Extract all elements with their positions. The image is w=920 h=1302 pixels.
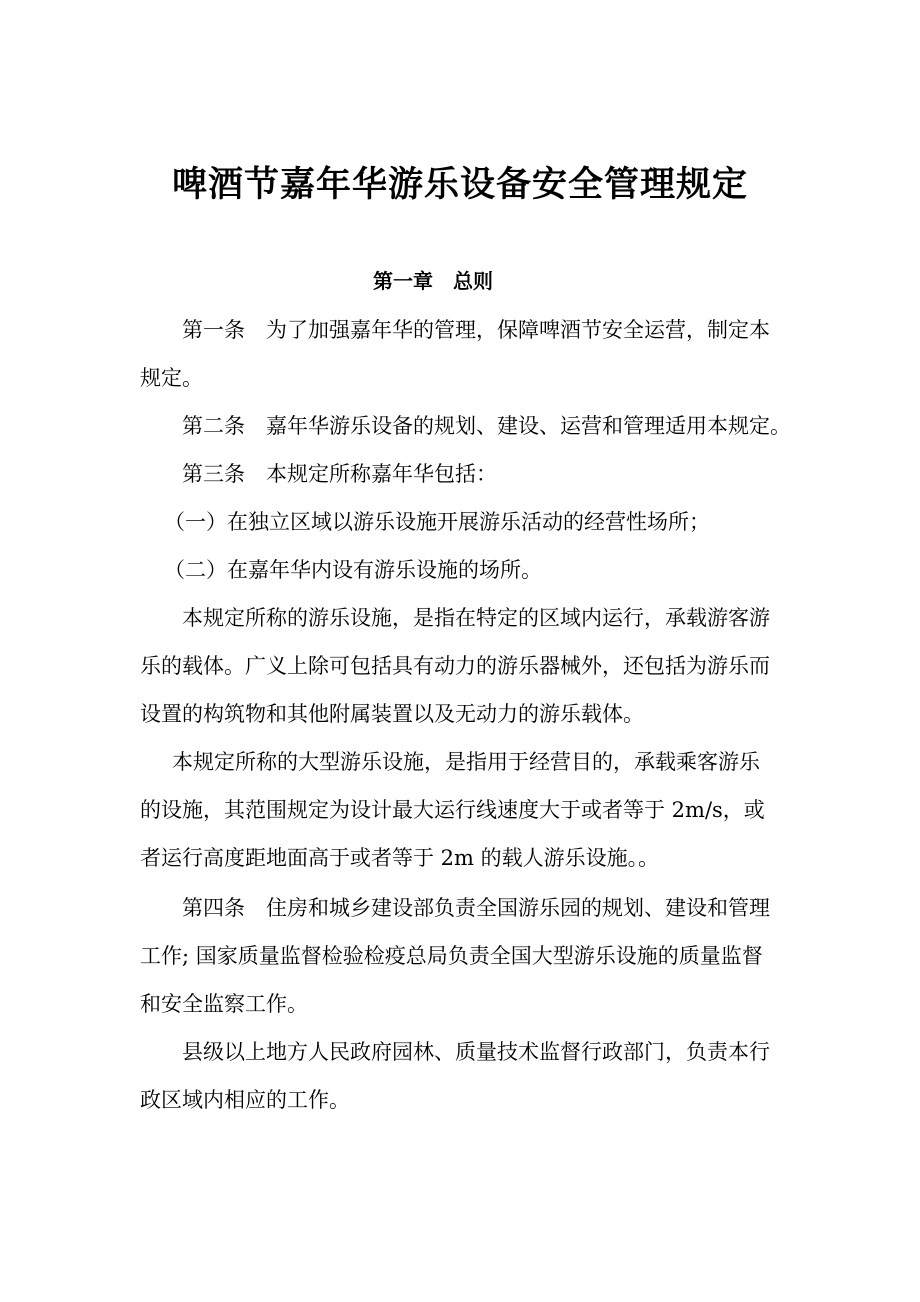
document-title: 啤酒节嘉年华游乐设备安全管理规定 <box>171 164 748 205</box>
local-authority-line-2: 政区域内相应的工作。 <box>140 1088 350 1112</box>
article-2-line-1: 第二条 嘉年华游乐设备的规划、建设、运营和管理适用本规定。 <box>182 414 791 438</box>
article-4-line-3: 和安全监察工作。 <box>140 992 308 1016</box>
large-facilities-def-line-2: 的设施，其范围规定为设计最大运行线速度大于或者等于 2m/s，或 <box>140 798 765 822</box>
article-3-line-1: 第三条 本规定所称嘉年华包括： <box>182 462 497 486</box>
article-3-item-1: （一）在独立区域以游乐设施开展游乐活动的经营性场所； <box>164 510 710 534</box>
facilities-def-line-2: 乐的载体。广义上除可包括具有动力的游乐器械外，还包括为游乐而 <box>140 654 770 678</box>
article-4-line-2: 工作; 国家质量监督检验检疫总局负责全国大型游乐设施的质量监督 <box>140 944 763 968</box>
chapter-heading: 第一章 总则 <box>373 269 493 293</box>
large-facilities-def-line-3: 者运行高度距地面高于或者等于 2m 的载人游乐设施。。 <box>140 846 660 870</box>
article-4-line-1: 第四条 住房和城乡建设部负责全国游乐园的规划、建设和管理 <box>182 896 770 920</box>
article-1-line-2: 规定。 <box>140 366 203 390</box>
article-1-line-1: 第一条 为了加强嘉年华的管理，保障啤酒节安全运营，制定本 <box>182 318 770 342</box>
large-facilities-def-line-1: 本规定所称的大型游乐设施，是指用于经营目的，承载乘客游乐 <box>172 750 760 774</box>
local-authority-line-1: 县级以上地方人民政府园林、质量技术监督行政部门，负责本行 <box>182 1040 770 1064</box>
facilities-def-line-3: 设置的构筑物和其他附属装置以及无动力的游乐载体。 <box>140 702 644 726</box>
facilities-def-line-1: 本规定所称的游乐设施，是指在特定的区域内运行，承载游客游 <box>182 606 770 630</box>
article-3-item-2: （二）在嘉年华内设有游乐设施的场所。 <box>164 558 542 582</box>
